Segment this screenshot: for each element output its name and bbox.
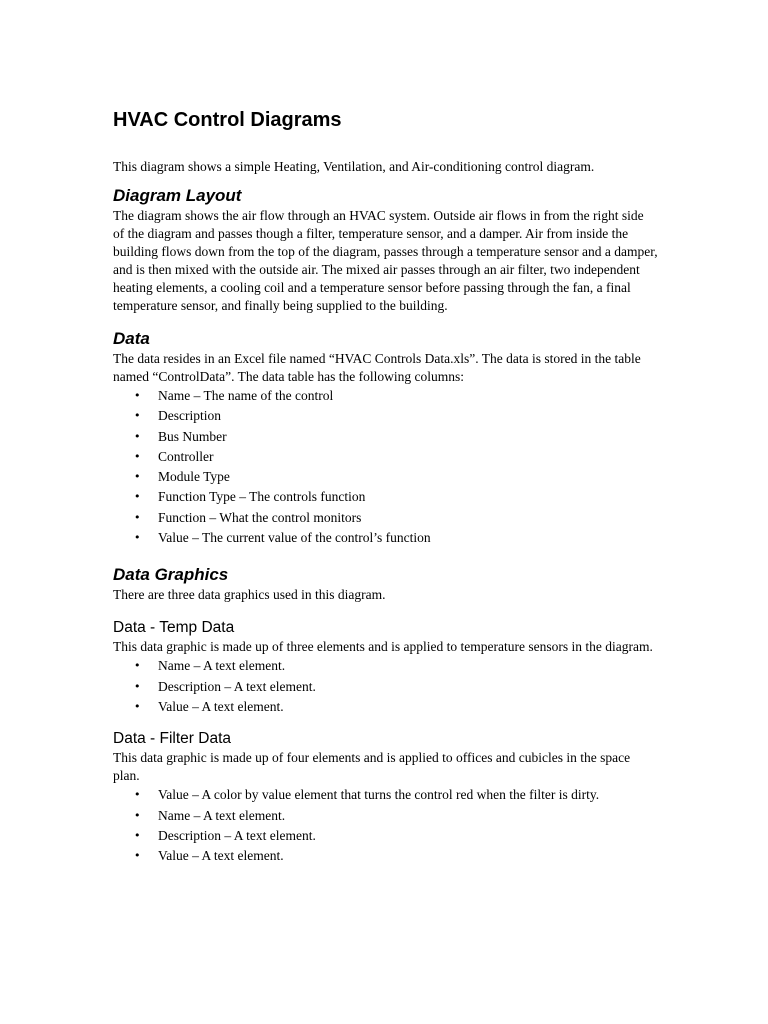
- list-item-text: Value – A text element.: [158, 698, 284, 714]
- list-item-text: Name – A text element.: [158, 658, 286, 674]
- list-item: [113, 846, 658, 866]
- intro-paragraph: This diagram shows a simple Heating, Ventilation, and Air-conditioning control diagram.: [113, 159, 595, 174]
- list-item-text: Module Type: [158, 469, 230, 485]
- heading-data: Data: [113, 329, 150, 348]
- list-item: [113, 785, 658, 805]
- bullet-icon: •: [134, 659, 141, 673]
- data-columns-list: [113, 386, 658, 548]
- list-item-text: Function Type – The controls function: [158, 489, 366, 505]
- list-item: [113, 386, 658, 406]
- bullet-icon: •: [134, 788, 141, 802]
- bullet-icon: •: [134, 828, 141, 842]
- list-item: [113, 427, 658, 447]
- list-item: [113, 806, 658, 826]
- heading-data-graphics: Data Graphics: [113, 565, 229, 585]
- list-item-text: Controller: [158, 448, 214, 464]
- bullet-icon: •: [134, 679, 141, 693]
- bullet-icon: •: [134, 389, 141, 402]
- list-item: [113, 447, 658, 467]
- filter-data-list: [113, 785, 658, 866]
- document-content: [113, 107, 658, 866]
- list-item-text: Value – A color by value element that turns the control red when the filter is dirty.: [158, 787, 600, 803]
- bullet-icon: •: [134, 490, 141, 504]
- page-title: HVAC Control Diagrams: [113, 109, 342, 131]
- list-item: [113, 528, 658, 548]
- list-item: [113, 826, 658, 846]
- bullet-icon: •: [134, 429, 141, 443]
- list-item-text: Description: [158, 408, 221, 424]
- section-data: [113, 328, 658, 548]
- list-item-text: Name – The name of the control: [158, 388, 334, 403]
- list-item: [113, 508, 658, 528]
- list-item-text: Value – The current value of the control’s function: [158, 530, 431, 546]
- list-item-text: Bus Number: [158, 428, 227, 444]
- data-graphics-paragraph: There are three data graphics used in this diagram.: [113, 587, 386, 603]
- section-filter-data: [113, 729, 658, 866]
- data-paragraph: The data resides in an Excel file named “HVAC Controls Data.xls”. The data is stored in the table named “ControlData”. The data table has the following columns:: [113, 351, 641, 384]
- section-data-graphics: [113, 564, 658, 604]
- heading-filter-data: Data - Filter Data: [113, 730, 232, 748]
- bullet-icon: •: [134, 510, 141, 524]
- list-item-text: Function – What the control monitors: [158, 509, 362, 525]
- list-item: [113, 677, 658, 697]
- temp-data-paragraph: This data graphic is made up of three elements and is applied to temperature sensors in the diagram.: [113, 639, 653, 655]
- list-item-text: Value – A text element.: [158, 848, 284, 864]
- list-item: [113, 697, 658, 717]
- diagram-layout-paragraph: The diagram shows the air flow through an HVAC system. Outside air flows in from the right side of the diagram and passes though a filter, temperature sensor, and a damper. Air from inside the building flows down from the top of the diagram, passes through a temperature sensor and a damper, and is then mixed with the outside air. The mixed air passes through an air filter, two independent heating elements, a cooling coil and a temperature sensor before passing through the fan, a final temperature sensor, and finally being supplied to the building.: [113, 208, 658, 313]
- heading-temp-data: Data - Temp Data: [113, 619, 235, 637]
- list-item: [113, 406, 658, 426]
- list-item-text: Name – A text element.: [158, 807, 286, 823]
- section-diagram-layout: [113, 185, 658, 315]
- list-item: [113, 656, 658, 676]
- list-item: [113, 467, 658, 487]
- bullet-icon: •: [134, 699, 141, 713]
- bullet-icon: •: [134, 808, 141, 822]
- bullet-icon: •: [134, 531, 141, 545]
- bullet-icon: •: [134, 849, 141, 863]
- list-item-text: Description – A text element.: [158, 678, 316, 694]
- filter-data-paragraph: This data graphic is made up of four elements and is applied to offices and cubicles in the space plan.: [113, 750, 631, 784]
- bullet-icon: •: [134, 409, 141, 423]
- bullet-icon: •: [134, 470, 141, 484]
- list-item: [113, 487, 658, 507]
- list-item-text: Description – A text element.: [158, 827, 316, 843]
- bullet-icon: •: [134, 449, 141, 463]
- section-temp-data: [113, 618, 658, 717]
- heading-diagram-layout: Diagram Layout: [113, 186, 242, 205]
- temp-data-list: [113, 656, 658, 717]
